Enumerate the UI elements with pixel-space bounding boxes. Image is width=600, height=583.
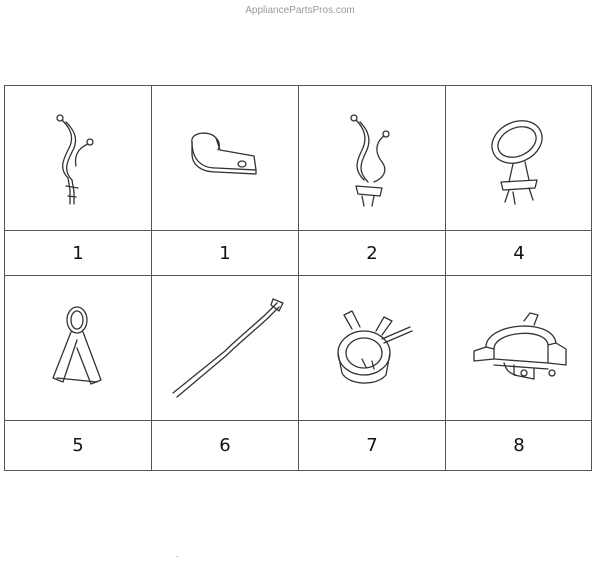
part-quantity-label: 2 xyxy=(366,242,378,264)
part-image-cell xyxy=(299,276,446,421)
part-image-cell xyxy=(446,276,592,421)
p-clamp-icon xyxy=(180,128,270,188)
part-quantity-label: 8 xyxy=(513,435,525,456)
part-image-cell xyxy=(446,86,592,231)
watermark: AppliancePartsPros.com xyxy=(245,5,355,16)
part-quantity-label: 4 xyxy=(513,242,525,264)
part-label-cell xyxy=(5,231,152,276)
part-label-cell xyxy=(152,231,299,276)
ring-clip-icon xyxy=(479,108,559,208)
part-image-cell xyxy=(5,276,152,421)
parts-grid xyxy=(4,85,592,471)
part-image-cell xyxy=(299,86,446,231)
part-image-cell xyxy=(152,276,299,421)
part-image-cell xyxy=(5,86,152,231)
stray-mark xyxy=(176,556,178,557)
loop-clip-icon xyxy=(43,298,113,398)
hose-clamp-icon xyxy=(322,303,422,393)
cable-tie-icon xyxy=(165,293,285,403)
part-label-cell xyxy=(446,421,592,470)
part-quantity-label: 1 xyxy=(72,242,84,264)
part-label-cell xyxy=(299,231,446,276)
harness-clamp-icon xyxy=(464,303,574,393)
part-quantity-label: 5 xyxy=(72,435,84,456)
part-label-cell xyxy=(299,421,446,470)
part-label-cell xyxy=(446,231,592,276)
part-label-cell xyxy=(152,421,299,470)
part-image-cell xyxy=(152,86,299,231)
double-wire-clip-icon xyxy=(342,108,402,208)
part-quantity-label: 7 xyxy=(366,435,378,456)
part-quantity-label: 1 xyxy=(219,242,231,264)
part-quantity-label: 6 xyxy=(219,435,231,456)
part-label-cell xyxy=(5,421,152,470)
wire-clip-icon xyxy=(48,108,108,208)
